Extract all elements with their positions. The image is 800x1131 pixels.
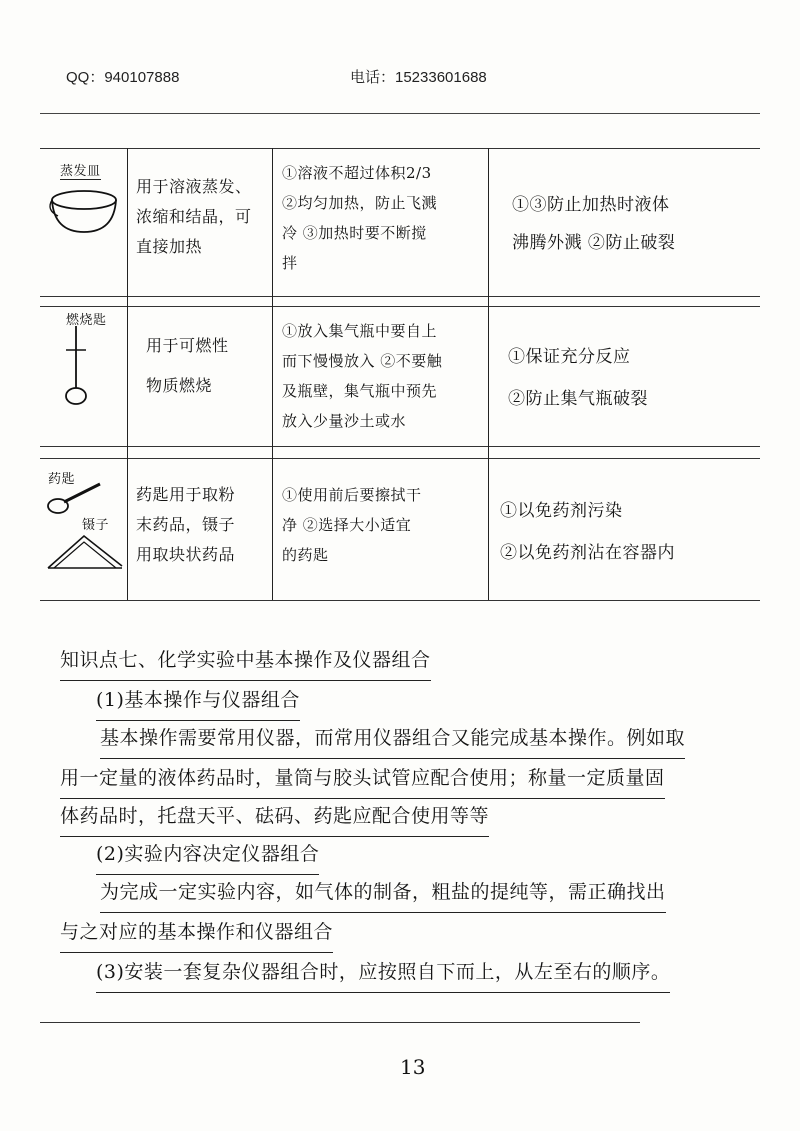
paragraph-line: 与之对应的基本操作和仪器组合 — [60, 912, 333, 953]
evaporating-dish-icon — [44, 180, 124, 240]
note-line: 的药匙 — [282, 546, 329, 564]
note-line: ①溶液不超过体积2/3 — [282, 164, 432, 182]
notes-cell — [282, 480, 422, 570]
note-line: ①放入集气瓶中要自上 — [282, 322, 438, 340]
note-line: 及瓶壁，集气瓶中预先 — [282, 382, 438, 400]
reason-cell — [508, 336, 648, 420]
section-title: 知识点七、化学实验中基本操作及仪器组合 — [60, 640, 431, 681]
table-rule — [40, 600, 760, 601]
reason-line: ①保证充分反应 — [508, 347, 631, 367]
section-subtitle: (1)基本操作与仪器组合 — [96, 680, 300, 721]
use-line: 末药品，镊子 — [136, 515, 236, 534]
notes-cell — [282, 316, 442, 436]
table-col-divider — [488, 148, 489, 600]
use-line: 直接加热 — [136, 237, 203, 256]
header-rule — [40, 113, 760, 114]
qq-contact: QQ：940107888 — [66, 69, 180, 86]
instrument-label: 蒸发皿 — [60, 160, 101, 180]
table-rule — [40, 148, 760, 149]
instrument-label: 药匙 — [48, 472, 76, 487]
use-line: 物质燃烧 — [146, 376, 213, 395]
table-col-divider — [272, 148, 273, 600]
table-col-divider — [127, 148, 128, 600]
note-line: 放入少量沙土或水 — [282, 412, 407, 430]
instrument-label: 镊子 — [82, 518, 110, 533]
paragraph-line: 为完成一定实验内容，如气体的制备，粗盐的提纯等，需正确找出 — [100, 872, 780, 913]
instrument-label: 燃烧匙 — [66, 313, 107, 328]
use-line: 用于可燃性 — [146, 336, 229, 355]
blank-rule — [40, 1022, 640, 1023]
phone-contact: 电话：15233601688 — [350, 69, 487, 86]
page-number: 13 — [400, 1055, 426, 1079]
use-cell — [146, 326, 229, 406]
medicine-spoon-icon — [44, 478, 104, 518]
reason-cell — [512, 186, 675, 262]
paragraph-line: 基本操作需要常用仪器，而常用仪器组合又能完成基本操作。例如取 — [100, 718, 780, 759]
use-line: 浓缩和结晶，可 — [136, 207, 252, 226]
table-rule — [40, 446, 760, 447]
section-subtitle: (3)安装一套复杂仪器组合时，应按照自下而上，从左至右的顺序。 — [96, 952, 776, 993]
table-rule — [40, 296, 760, 297]
reason-line: 沸腾外溅 ②防止破裂 — [512, 233, 676, 253]
note-line: 拌 — [282, 254, 298, 272]
reason-cell — [500, 490, 675, 574]
section-subtitle: (2)实验内容决定仪器组合 — [96, 834, 319, 875]
combustion-spoon-icon — [56, 320, 106, 410]
reason-line: ②防止集气瓶破裂 — [508, 389, 648, 409]
use-line: 用取块状药品 — [136, 545, 236, 564]
paragraph-line: 用一定量的液体药品时，量筒与胶头试管应配合使用；称量一定质量固 — [60, 758, 780, 799]
reason-line: ①以免药剂污染 — [500, 501, 623, 521]
use-cell — [136, 480, 235, 570]
reason-line: ②以免药剂沾在容器内 — [500, 543, 675, 563]
tweezers-icon — [44, 530, 124, 574]
use-cell — [136, 172, 252, 262]
table-rule — [40, 458, 760, 459]
note-line: 净 ②选择大小适宜 — [282, 516, 412, 534]
table-rule — [40, 306, 760, 307]
note-line: 冷 ③加热时要不断搅 — [282, 224, 427, 242]
notes-cell — [282, 158, 437, 278]
reason-line: ①③防止加热时液体 — [512, 195, 670, 215]
use-line: 用于溶液蒸发、 — [136, 177, 252, 196]
note-line: ①使用前后要擦拭干 — [282, 486, 422, 504]
note-line: 而下慢慢放入 ②不要触 — [282, 352, 443, 370]
paragraph-line: 体药品时，托盘天平、砝码、药匙应配合使用等等 — [60, 796, 489, 837]
use-line: 药匙用于取粉 — [136, 485, 236, 504]
note-line: ②均匀加热，防止飞溅 — [282, 194, 438, 212]
